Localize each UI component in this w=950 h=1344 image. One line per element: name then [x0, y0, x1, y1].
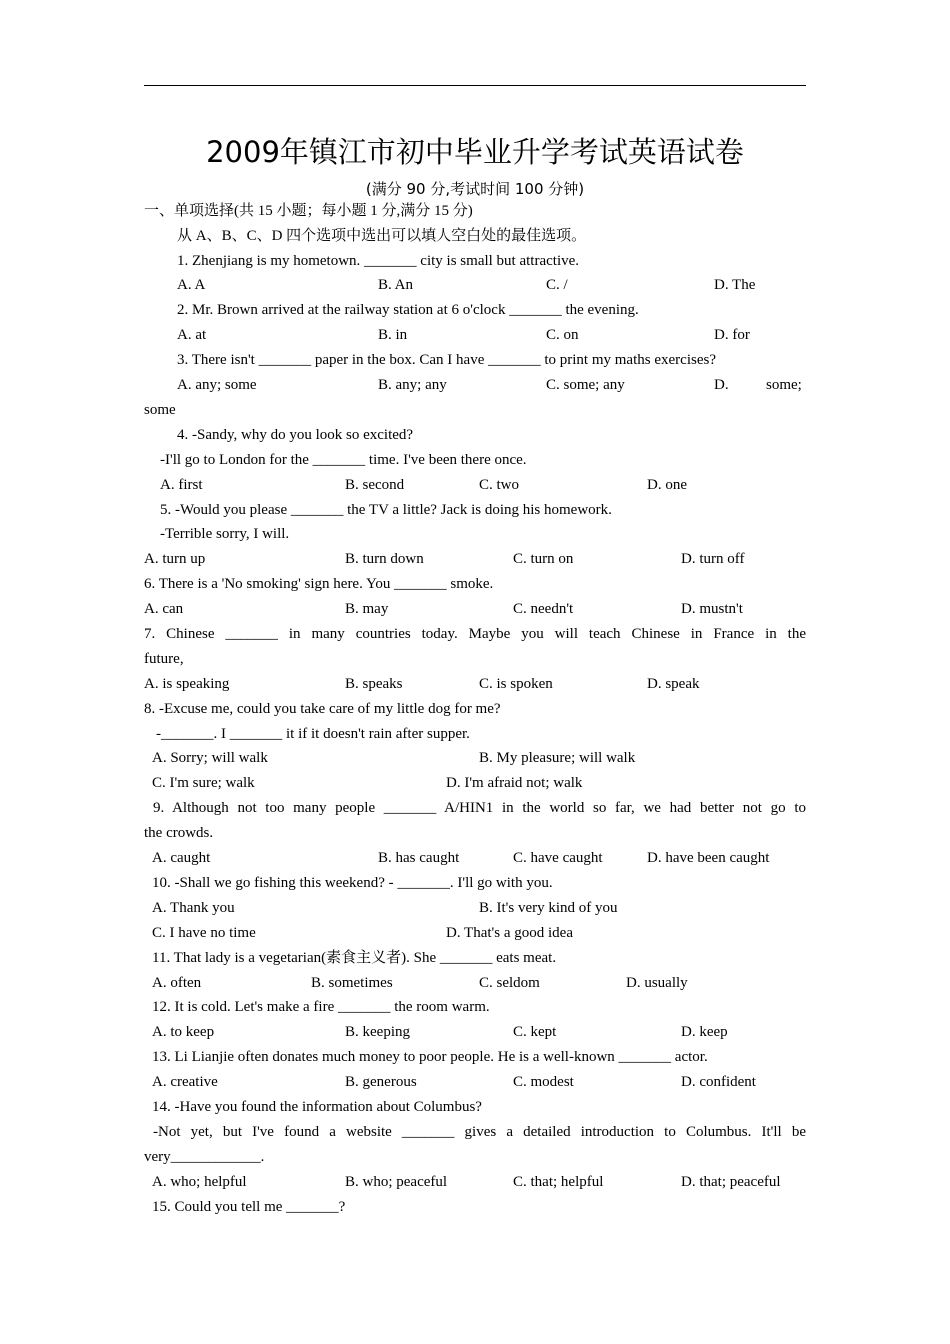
option-b: B. any; any [378, 377, 447, 393]
option-b: B. has caught [378, 850, 460, 866]
question-stem: 7. Chinese _______ in many countries today. Maybe you will teach Chinese in France in the [144, 626, 806, 642]
option-c: C. have caught [513, 850, 603, 866]
option-a: A. A [177, 277, 206, 293]
question-stem-line: -I'll go to London for the _______ time. I've been there once. [160, 452, 527, 468]
question-stem-line: future, [144, 651, 184, 667]
option-c: C. kept [513, 1024, 557, 1040]
option-b: B. sometimes [311, 975, 393, 991]
section-instruction: 从 A、B、C、D 四个选项中选出可以填人空白处的最佳选项。 [177, 228, 587, 244]
option-c: C. on [546, 327, 579, 343]
option-a: A. to keep [152, 1024, 215, 1040]
option-d: D. have been caught [647, 850, 770, 866]
option-a: A. can [144, 601, 184, 617]
option-d-wrap: some [144, 402, 176, 418]
option-a: A. creative [152, 1074, 218, 1090]
option-b: B. An [378, 277, 414, 293]
option-a: A. Sorry; will walk [152, 750, 268, 766]
question-stem: 8. -Excuse me, could you take care of my little dog for me? [144, 701, 501, 717]
option-a: A. often [152, 975, 202, 991]
option-d: D. one [647, 477, 687, 493]
option-d: D. The [714, 277, 756, 293]
question-stem: 13. Li Lianjie often donates much money to poor people. He is a well-known _______ actor. [152, 1049, 708, 1065]
option-a: A. Thank you [152, 900, 235, 916]
option-a: A. at [177, 327, 207, 343]
option-a: A. caught [152, 850, 211, 866]
option-b: B. generous [345, 1074, 417, 1090]
option-c: C. modest [513, 1074, 574, 1090]
question-stem: 1. Zhenjiang is my hometown. _______ city is small but attractive. [177, 253, 580, 269]
option-b: B. in [378, 327, 408, 343]
question-stem-line: -Terrible sorry, I will. [160, 526, 290, 542]
option-d: D. that; peaceful [681, 1174, 781, 1190]
question-stem: 10. -Shall we go fishing this weekend? - _______. I'll go with you. [152, 875, 553, 891]
option-d: D. usually [626, 975, 688, 991]
section-heading: 一、单项选择(共 15 小题；每小题 1 分,满分 15 分) [144, 203, 473, 219]
option-a: A. who; helpful [152, 1174, 247, 1190]
option-d-label: D. [714, 377, 729, 393]
option-d: D. mustn't [681, 601, 743, 617]
option-a: A. any; some [177, 377, 257, 393]
option-b: B. My pleasure; will walk [479, 750, 636, 766]
option-d: D. confident [681, 1074, 756, 1090]
question-stem-line: very____________. [144, 1149, 265, 1165]
question-stem: 15. Could you tell me _______? [152, 1199, 346, 1215]
page-title: 2009年镇江市初中毕业升学考试英语试卷 [206, 135, 744, 169]
top-rule [144, 85, 806, 86]
question-stem: 2. Mr. Brown arrived at the railway station at 6 o'clock _______ the evening. [177, 302, 639, 318]
option-a: A. first [160, 477, 203, 493]
option-b: B. turn down [345, 551, 424, 567]
option-d: D. keep [681, 1024, 728, 1040]
option-b: B. speaks [345, 676, 403, 692]
option-c: C. turn on [513, 551, 574, 567]
option-c: C. I have no time [152, 925, 256, 941]
option-b: B. second [345, 477, 405, 493]
question-stem: 5. -Would you please _______ the TV a little? Jack is doing his homework. [160, 502, 612, 518]
page-subtitle: (满分 90 分,考试时间 100 分钟) [365, 180, 585, 198]
question-stem: 12. It is cold. Let's make a fire _______ the room warm. [152, 999, 490, 1015]
option-d-text: some; [766, 377, 802, 393]
question-stem-line: -_______. I _______ it if it doesn't rain after supper. [156, 726, 470, 742]
option-c: C. some; any [546, 377, 625, 393]
option-c: C. needn't [513, 601, 574, 617]
option-d: D. I'm afraid not; walk [446, 775, 583, 791]
question-stem: 11. That lady is a vegetarian(素食主义者). She _______ eats meat. [152, 950, 557, 966]
question-stem: 9. Although not too many people _______ A/HIN1 in the world so far, we had better not go to [153, 800, 806, 816]
option-b: B. who; peaceful [345, 1174, 448, 1190]
option-a: A. turn up [144, 551, 206, 567]
option-c: C. that; helpful [513, 1174, 604, 1190]
question-stem: 4. -Sandy, why do you look so excited? [177, 427, 414, 443]
option-c: C. is spoken [479, 676, 553, 692]
option-c: C. / [546, 277, 568, 293]
option-a: A. is speaking [144, 676, 230, 692]
option-b: B. keeping [345, 1024, 410, 1040]
option-c: C. two [479, 477, 520, 493]
option-d: D. for [714, 327, 750, 343]
option-d: D. That's a good idea [446, 925, 573, 941]
question-stem: 6. There is a 'No smoking' sign here. You _______ smoke. [144, 576, 494, 592]
option-d: D. speak [647, 676, 700, 692]
question-stem-line: the crowds. [144, 825, 214, 841]
option-b: B. may [345, 601, 389, 617]
option-c: C. seldom [479, 975, 540, 991]
option-b: B. It's very kind of you [479, 900, 618, 916]
option-d: D. turn off [681, 551, 745, 567]
question-stem: 14. -Have you found the information about Columbus? [152, 1099, 482, 1115]
option-c: C. I'm sure; walk [152, 775, 255, 791]
question-stem: 3. There isn't _______ paper in the box. Can I have _______ to print my maths exercises? [177, 352, 716, 368]
question-stem-line: -Not yet, but I've found a website _______ gives a detailed introduction to Columbus. It'll be [153, 1124, 806, 1140]
